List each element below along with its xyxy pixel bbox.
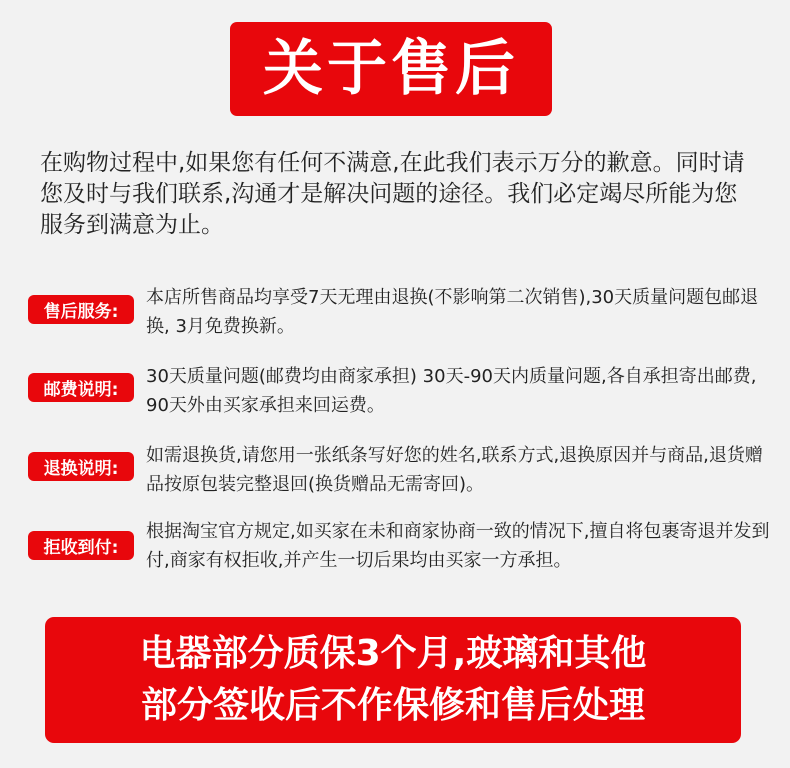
warranty-notice-banner [45,617,741,743]
section-label-badge: 退换说明: [28,452,134,481]
page-title: 关于售后 [263,34,519,104]
section-label-badge: 邮费说明: [28,373,134,402]
section-label-badge: 拒收到付: [28,531,134,560]
warranty-notice-line-1: 电器部分质保3个月,玻璃和其他 [139,633,647,674]
section-label-badge: 售后服务: [28,295,134,324]
section-text: 如需退换货,请您用一张纸条写好您的姓名,联系方式,退换原因并与商品,退货赠品按原包装完整退回(换货赠品无需寄回)。 [146,445,763,495]
title-banner [230,22,552,116]
section-text: 根据淘宝官方规定,如买家在未和商家协商一致的情况下,擅自将包裹寄退并发到付,商家有权拒收,并产生一切后果均由买家一方承担。 [146,521,770,571]
warranty-notice-line-2: 部分签收后不作保修和售后处理 [140,685,645,726]
intro-paragraph: 在购物过程中,如果您有任何不满意,在此我们表示万分的歉意。同时请您及时与我们联系,沟通才是解决问题的途径。我们必定竭尽所能为您服务到满意为止。 [40,150,745,238]
section-text: 30天质量问题(邮费均由商家承担) 30天-90天内质量问题,各自承担寄出邮费, 90天外由买家承担来回运费。 [146,366,757,416]
section-text: 本店所售商品均享受7天无理由退换(不影响第二次销售),30天质量问题包邮退换, 3月免费换新。 [146,287,759,337]
